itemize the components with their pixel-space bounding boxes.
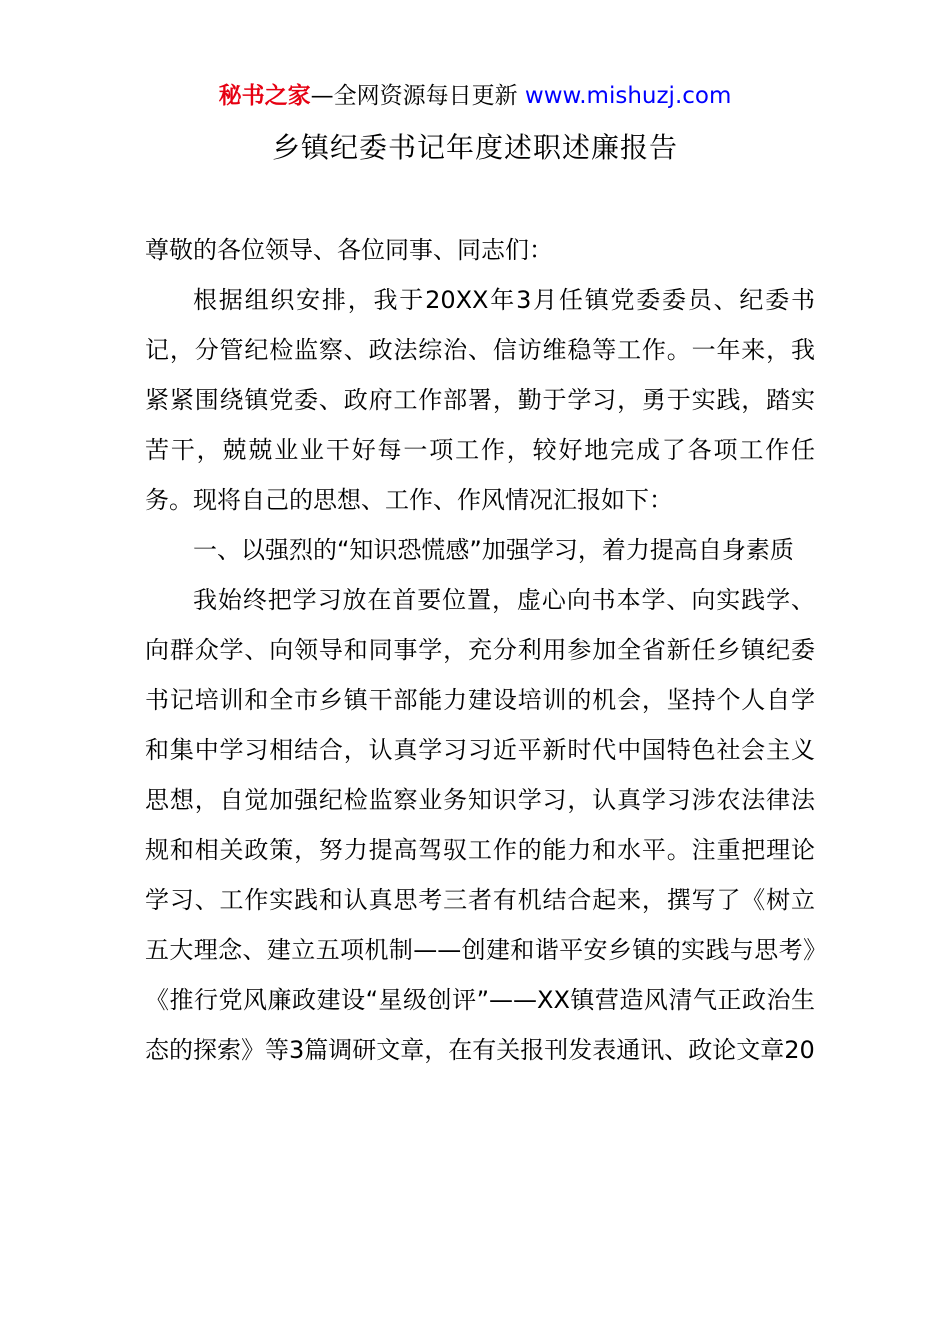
salutation: 尊敬的各位领导、各位同事、同志们：: [145, 236, 553, 264]
site-header: [0, 80, 950, 112]
site-tagline: —全网资源每日更新: [310, 83, 525, 109]
document-title: 乡镇纪委书记年度述职述廉报告: [271, 131, 678, 164]
site-brand: 秘书之家: [218, 83, 311, 109]
paragraph-section-1: 我始终把学习放在首要位置，虚心向书本学、向实践学、向群众学、向领导和同事学，充分利用参加全省新任乡镇纪委书记培训和全市乡镇干部能力建设培训的机会，坚持个人自学和集中学习相结合，认真学习习近平新时代中国特色社会主义思想，自觉加强纪检监察业务知识学习，认真学习涉农法律法规和相关政策，努力提高驾驭工作的能力和水平。注重把理论学习、工作实践和认真思考三者有机结合起来，撰写了《树立五大理念、建立五项机制——创建和谐平安乡镇的实践与思考》《推行党风廉政建设“星级创评”——XX镇营造风清气正政治生态的探索》等3篇调研文章，在有关报刊发表通讯、政论文章20: [145, 586, 815, 1064]
paragraph-intro: 根据组织安排，我于20XX年3月任镇党委委员、纪委书记，分管纪检监察、政法综治、信访维稳等工作。一年来，我紧紧围绕镇党委、政府工作部署，勤于学习，勇于实践，踏实苦干，兢兢业业干好每一项工作，较好地完成了各项工作任务。现将自己的思想、工作、作风情况汇报如下：: [145, 286, 815, 514]
section-heading-1: 一、以强烈的“知识恐慌感”加强学习，着力提高自身素质: [193, 536, 794, 564]
document-body: [145, 225, 815, 1075]
site-url-link[interactable]: www.mishuzj.com: [524, 83, 732, 109]
